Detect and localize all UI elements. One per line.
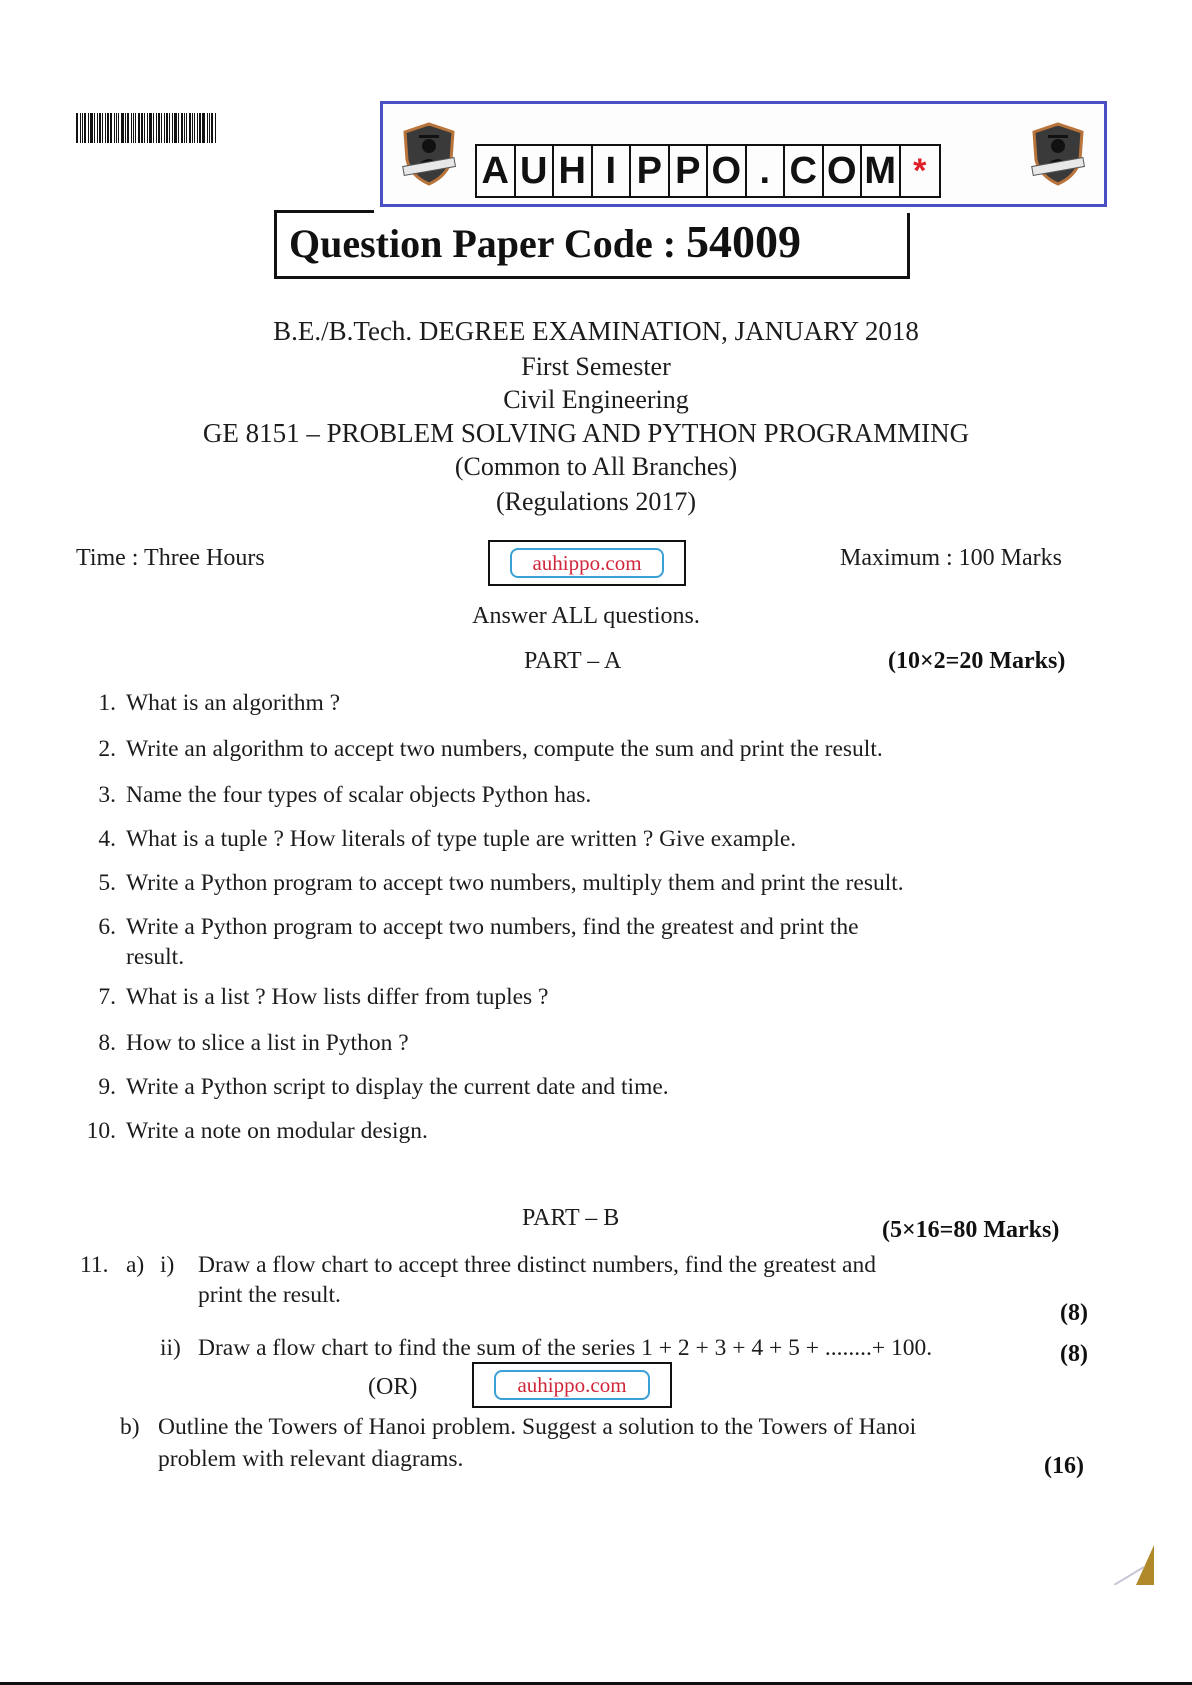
question-paper-code-box [274,213,910,279]
banner-letter: O [824,146,863,196]
code-value: 54009 [686,216,802,267]
shield-logo-icon [401,122,457,186]
barcode-bar [127,113,129,143]
barcode-bar [161,113,162,143]
barcode-bar [82,113,83,143]
barcode-bar [166,113,168,143]
course-title: GE 8151 – PROBLEM SOLVING AND PYTHON PROGRAMMING [202,418,970,448]
banner-letter: P [631,146,670,196]
barcode-bar [80,113,81,143]
barcode-bar [135,113,136,143]
question-text: Write a Python script to display the current date and time. [126,1074,669,1100]
barcode-bar [197,113,198,143]
instruction: Answer ALL questions. [472,603,700,629]
question-number: 10. [86,1118,116,1144]
barcode-bar [97,113,98,143]
question-number: 2. [98,736,116,762]
question-text: Write a Python program to accept two numbers, find the greatest and print the [126,914,859,940]
marks-11-a-i: (8) [1060,1300,1088,1326]
barcode-bar [211,113,213,143]
common-note: (Common to All Branches) [454,452,738,481]
question-text: What is a list ? How lists differ from tuples ? [126,984,549,1010]
watermark-stamp [488,540,686,586]
question-text-cont: result. [126,944,185,970]
page-corner-fold [1114,1545,1154,1585]
barcode-bar [141,113,143,143]
barcode-bar [116,113,117,143]
barcode-bar [107,113,109,143]
barcode-bar [125,113,126,143]
sub-label-a: a) [126,1252,145,1278]
barcode-bar [178,113,179,143]
exam-title: B.E./B.Tech. DEGREE EXAMINATION, JANUARY 2018 [273,316,919,346]
question-text: Write a note on modular design. [126,1118,428,1144]
barcode-bar [181,113,183,143]
watermark-banner [380,101,1107,207]
barcode-bar [174,113,177,143]
barcode-bar [110,113,112,143]
barcode-bar [90,113,93,143]
barcode-bar [149,113,152,143]
max-marks: Maximum : 100 Marks [840,545,1062,571]
barcode-bar [189,113,191,143]
banner-letter: . [747,146,786,196]
code-label: Question Paper Code : [289,221,677,266]
barcode-bar [199,113,201,143]
question-number: 3. [98,782,116,808]
sub-label-b: b) [120,1414,140,1440]
question-text: Draw a flow chart to accept three distinct numbers, find the greatest and [198,1252,876,1278]
banner-letter: O [708,146,747,196]
question-text: Name the four types of scalar objects Python has. [126,782,592,808]
barcode-bar [131,113,132,143]
shield-logo-icon [1030,122,1086,186]
barcode-bar [105,113,106,143]
barcode-bar [184,113,185,143]
barcode [76,113,240,143]
question-number: 1. [98,690,116,716]
barcode-bar [138,113,140,143]
barcode-bar [209,113,210,143]
question-number: 9. [98,1074,116,1100]
barcode-bar [202,113,205,143]
barcode-bar [169,113,170,143]
banner-letter: M [862,146,901,196]
question-number: 11. [80,1252,109,1278]
banner-letter: H [554,146,593,196]
question-number: 5. [98,870,116,896]
barcode-bar [172,113,173,143]
question-text-cont: print the result. [198,1282,341,1308]
barcode-bar [158,113,160,143]
part-b-title: PART – B [522,1205,620,1231]
question-text: Write an algorithm to accept two numbers, compute the sum and print the result. [126,736,883,762]
barcode-bar [76,113,78,143]
regulations: (Regulations 2017) [495,487,697,516]
marks-11-a-ii: (8) [1060,1341,1088,1367]
barcode-bar [88,113,89,143]
barcode-bar [84,113,86,143]
barcode-bar [207,113,208,143]
question-text: What is a tuple ? How literals of type tuple are written ? Give example. [126,826,797,852]
barcode-bar [164,113,165,143]
banner-letter: U [516,146,555,196]
barcode-bar [118,113,119,143]
marks-11-b: (16) [1044,1453,1084,1479]
barcode-bar [121,113,124,143]
barcode-bar [194,113,195,143]
question-text: Outline the Towers of Hanoi problem. Suggest a solution to the Towers of Hanoi [158,1414,917,1440]
question-number: 7. [98,984,116,1010]
question-text: Draw a flow chart to find the sum of the series 1 + 2 + 3 + 4 + 5 + ........+ 100. [198,1335,933,1361]
barcode-bar [192,113,193,143]
semester: First Semester [521,352,671,381]
watermark-stamp [472,1362,672,1408]
barcode-bar [215,113,216,143]
part-a-marks: (10×2=20 Marks) [888,648,1066,674]
barcode-bar [133,113,134,143]
sub-label-ii: ii) [160,1335,181,1361]
stamp-text: auhippo.com [494,1370,650,1400]
or-separator: (OR) [368,1374,418,1400]
barcode-bar [94,113,95,143]
barcode-bar [114,113,115,143]
part-a-title: PART – A [524,648,622,674]
question-number: 4. [98,826,116,852]
barcode-bar [186,113,187,143]
barcode-bar [156,113,157,143]
barcode-bar [99,113,101,143]
banner-letter: C [785,146,824,196]
barcode-bar [153,113,154,143]
question-text: Write a Python program to accept two numbers, multiply them and print the result. [126,870,904,896]
question-number: 8. [98,1030,116,1056]
banner-letter: A [477,146,516,196]
part-b-marks: (5×16=80 Marks) [882,1217,1060,1243]
star-icon: * [913,151,927,190]
question-text-cont: problem with relevant diagrams. [158,1446,464,1472]
banner-letter: I [593,146,632,196]
department: Civil Engineering [503,385,689,414]
question-number: 6. [98,914,116,940]
watermark-letters [475,144,941,198]
barcode-bar [102,113,103,143]
question-text: What is an algorithm ? [126,690,341,716]
banner-letter: P [670,146,709,196]
sub-label-i: i) [160,1252,175,1278]
barcode-bar [147,113,148,143]
question-text: How to slice a list in Python ? [126,1030,409,1056]
stamp-text: auhippo.com [510,548,664,578]
time-label: Time : Three Hours [76,545,265,571]
barcode-bar [144,113,145,143]
